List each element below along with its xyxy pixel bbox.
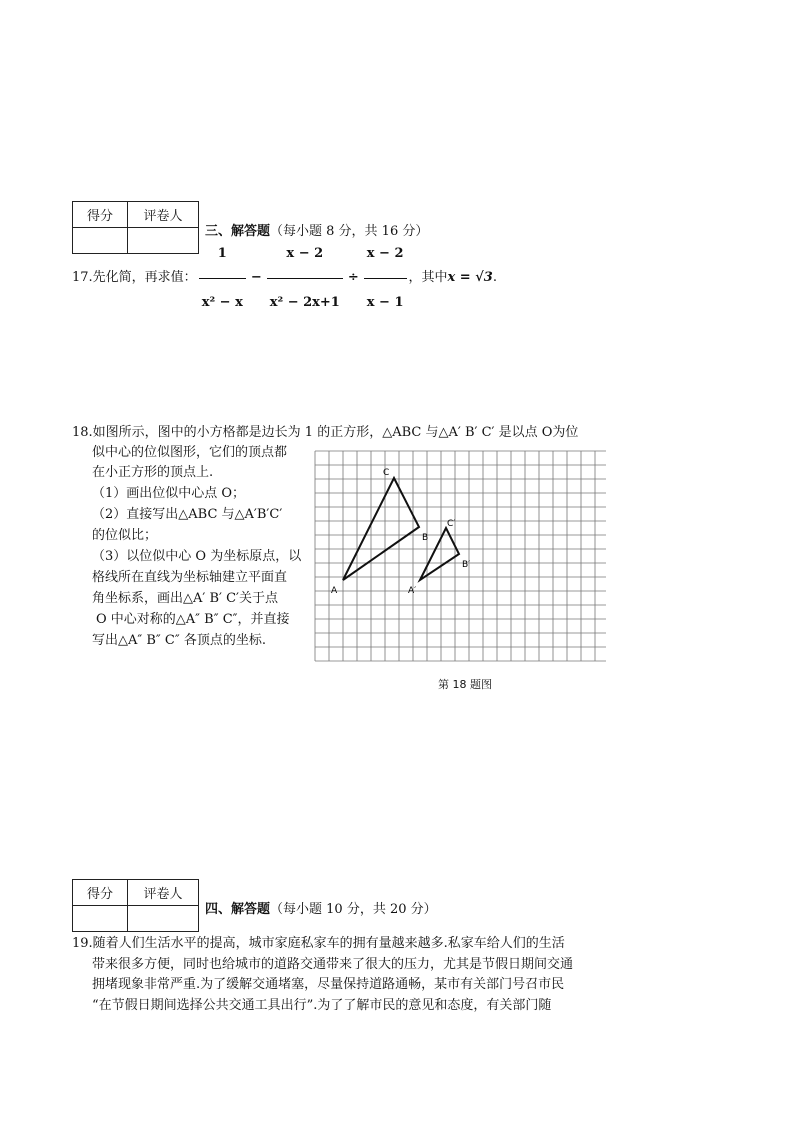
q18-line: 写出△A″ B″ C″ 各顶点的坐标. xyxy=(92,633,266,648)
score-cell[interactable] xyxy=(73,906,128,932)
score-table xyxy=(72,879,199,932)
score-header: 得分 xyxy=(73,880,128,906)
score-table xyxy=(72,201,199,254)
q19-line: 带来很多方便，同时也给城市的道路交通带来了很大的压力，尤其是节假日期间交通 xyxy=(92,957,574,972)
grid-lines xyxy=(315,451,606,661)
fraction-2 xyxy=(267,232,343,325)
label-a: A xyxy=(331,586,338,596)
q18-line: O 中心对称的△A″ B″ C″，并直接 xyxy=(96,612,290,627)
fraction-1 xyxy=(199,232,246,325)
q17-prefix: 17.先化简，再求值： xyxy=(72,270,197,285)
q17-suffix: ，其中 xyxy=(408,270,448,285)
section-title: 四、解答题 xyxy=(205,902,271,917)
q18-line: （2）直接写出△ABC 与△A′B′C′ xyxy=(92,507,283,522)
section-heading xyxy=(205,898,437,917)
minus-operator: − xyxy=(250,270,262,285)
q19-line: “在节假日期间选择公共交通工具出行”.为了了解市民的意见和态度，有关部门随 xyxy=(92,998,552,1013)
label-a-prime: A′ xyxy=(408,586,417,596)
grader-header: 评卷人 xyxy=(128,880,199,906)
q17-condition: x = √3 xyxy=(447,270,493,285)
q18-line: 在小正方形的顶点上. xyxy=(92,465,214,480)
q18-line: 18.如图所示，图中的小方格都是边长为 1 的正方形，△ABC 与△A′ B′ C′ 是以点 O为位 xyxy=(72,425,579,440)
fraction-3-denominator: x − 1 xyxy=(366,294,404,310)
grader-cell[interactable] xyxy=(128,228,199,254)
q18-line: 的位似比； xyxy=(92,528,158,543)
fraction-1-denominator: x² − x xyxy=(201,294,243,310)
grader-cell[interactable] xyxy=(128,906,199,932)
fraction-2-denominator: x² − 2x+1 xyxy=(269,294,340,310)
q19-line: 拥堵现象非常严重.为了缓解交通堵塞，尽量保持道路通畅，某市有关部门号召市民 xyxy=(92,977,565,992)
label-c-prime: C′ xyxy=(447,519,456,529)
grader-header: 评卷人 xyxy=(128,202,199,228)
q18-grid-figure xyxy=(314,450,606,664)
q19-line: 19.随着人们生活水平的提高，城市家庭私家车的拥有量越来越多.私家车给人们的生活 xyxy=(72,936,565,951)
q18-line: 角坐标系，画出△A′ B′ C′关于点 xyxy=(92,591,279,606)
section-note: （每小题 10 分，共 20 分） xyxy=(270,902,437,917)
fraction-3 xyxy=(364,232,407,325)
divide-operator: ÷ xyxy=(347,270,359,285)
figure-caption: 第 18 题图 xyxy=(438,678,492,691)
label-b-prime: B′ xyxy=(462,560,471,570)
score-header: 得分 xyxy=(73,202,128,228)
fraction-3-numerator: x − 2 xyxy=(364,232,407,279)
section-note: （每小题 8 分，共 16 分） xyxy=(270,224,429,239)
q18-line: （3）以位似中心 O 为坐标原点，以 xyxy=(92,549,302,564)
q18-line: 似中心的位似图形，它们的顶点都 xyxy=(92,445,288,460)
fraction-2-numerator: x − 2 xyxy=(267,232,343,279)
question-17 xyxy=(72,245,497,310)
section-title: 三、解答题 xyxy=(205,224,271,239)
q18-line: 格线所在直线为坐标轴建立平面直 xyxy=(92,570,288,585)
fraction-1-numerator: 1 xyxy=(199,232,246,279)
q17-end: . xyxy=(492,270,497,285)
label-b: B xyxy=(422,533,429,543)
q18-line: （1）画出位似中心点 O； xyxy=(92,486,246,501)
score-cell[interactable] xyxy=(73,228,128,254)
label-c: C xyxy=(383,468,390,478)
